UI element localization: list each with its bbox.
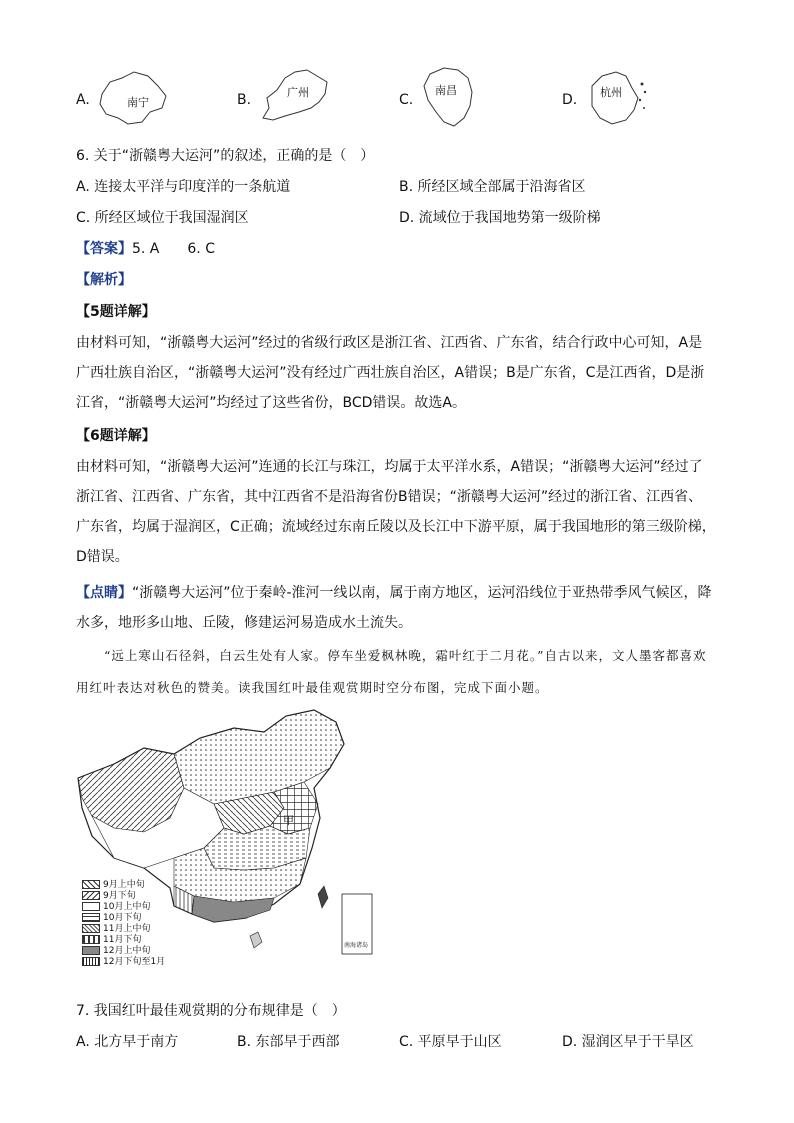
answer-label: 【答案】 (76, 241, 132, 257)
legend-swatch (82, 935, 100, 944)
map-region-jia: 甲 (283, 814, 294, 827)
q7-option-c: C. 平原早于山区 (399, 1034, 502, 1050)
q7-option-d: D. 湿润区早于干旱区 (562, 1034, 694, 1050)
option-c-letter: C. (399, 92, 414, 108)
legend-swatch (82, 957, 100, 966)
q7-option-b: B. 东部早于西部 (237, 1034, 340, 1050)
legend-item: 11月下旬 (82, 935, 141, 945)
option-d-city: 杭州 (600, 86, 622, 99)
legend-swatch (82, 946, 100, 955)
detail5-label: 【5题详解】 (76, 304, 156, 320)
detail6-text: 由材料可知，“浙赣粤大运河”连通的长江与珠江，均属于太平洋水系，A错误；“浙赣粤大运河”经过了浙江省、江西省、广东省，其中江西省不是沿海省份B错误；“浙赣粤大运河”经过的浙江省、江西省、广东省，均属于湿润区，C正确；流域经过东南丘陵以及长江中下游平原，属于我国地形的第三级阶梯，D错误。 (76, 459, 716, 565)
tip-text: “浙赣粤大运河”位于秦岭-淮河一线以南，属于南方地区，运河沿线位于亚热带季风气候区，降水多，地形多山地、丘陵，修建运河易造成水土流失。 (76, 585, 712, 631)
option-d-letter: D. (562, 92, 578, 108)
reading-intro (76, 640, 716, 704)
q6-option-a: A. 连接太平洋与印度洋的一条航道 (76, 179, 291, 195)
option-a-city: 南宁 (127, 96, 149, 109)
option-b-letter: B. (237, 92, 252, 108)
legend-swatch (82, 902, 100, 911)
legend-item: 9月下旬 (82, 891, 136, 901)
q7-option-a: A. 北方早于南方 (76, 1034, 179, 1050)
legend-swatch (82, 924, 100, 933)
option-a-letter: A. (76, 92, 90, 108)
q6-option-b: B. 所经区域全部属于沿海省区 (399, 179, 586, 195)
analysis-label: 【解析】 (76, 272, 132, 288)
detail5-text: 由材料可知，“浙赣粤大运河”经过的省级行政区是浙江省、江西省、广东省，结合行政中心可知，A是广西壮族自治区，“浙赣粤大运河”没有经过广西壮族自治区，A错误；B是广东省，C是江西省，D是浙江省，“浙赣粤大运河”均经过了这些省份，BCD错误。故选A。 (76, 335, 705, 411)
tip-label: 【点睛】 (76, 585, 132, 601)
option-b-city: 广州 (287, 86, 309, 99)
option-c-province-map (418, 64, 482, 132)
answer-line (76, 239, 215, 259)
legend-item: 11月上中旬 (82, 924, 150, 934)
tip-paragraph (76, 578, 716, 638)
detail6-label: 【6题详解】 (76, 428, 156, 444)
legend-item: 12月上中旬 (82, 946, 150, 956)
legend-swatch (82, 880, 100, 889)
q6-stem: 6. 关于“浙赣粤大运河”的叙述，正确的是（ ） (76, 148, 375, 164)
legend-item: 9月上中旬 (82, 880, 145, 890)
q6-option-c: C. 所经区域位于我国湿润区 (76, 210, 249, 226)
q7-stem: 7. 我国红叶最佳观赏期的分布规律是（ ） (76, 1003, 346, 1019)
reading-intro-text: “远上寒山石径斜，白云生处有人家。停车坐爱枫林晚，霜叶红于二月花。”自古以来，文人墨客都喜欢用红叶表达对秋色的赞美。读我国红叶最佳观赏期时空分布图，完成下面小题。 (76, 648, 707, 695)
legend-item: 12月下旬至1月 (82, 957, 165, 967)
legend-item: 10月上中旬 (82, 902, 150, 912)
map-inset-label: 南海诸岛 (344, 942, 369, 949)
legend-swatch (82, 891, 100, 900)
answer-text: 5. A 6. C (132, 241, 215, 257)
legend-item: 10月下旬 (82, 913, 141, 923)
legend-swatch (82, 913, 100, 922)
q6-option-d: D. 流域位于我国地势第一级阶梯 (399, 210, 601, 226)
option-c-city: 南昌 (435, 84, 457, 97)
